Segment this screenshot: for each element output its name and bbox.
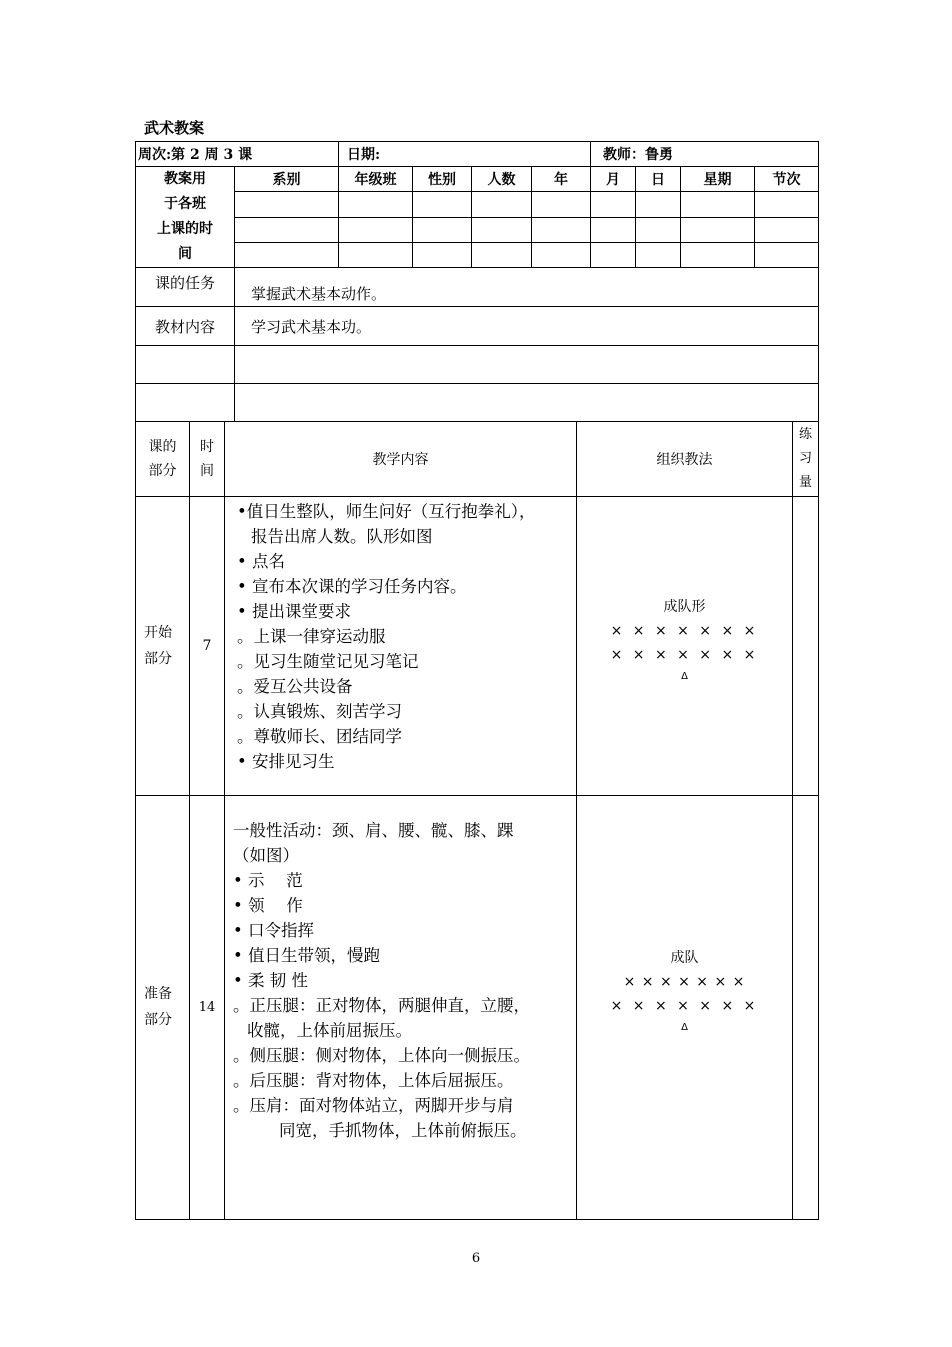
- part-column-header: 课的 部分: [136, 422, 190, 496]
- formation-row: × × × × × × ×: [610, 646, 759, 663]
- content-line: • 柔 韧 性: [233, 970, 308, 990]
- time-value: 7: [190, 496, 225, 795]
- blank-row: [136, 346, 819, 384]
- content-line: • 领 作: [233, 895, 303, 915]
- formation-cell: [577, 496, 793, 795]
- content-line: • 值日生带领，慢跑: [233, 945, 380, 965]
- task-value: 掌握武术基本动作。: [235, 268, 819, 307]
- content-line: • 安排见习生: [237, 751, 335, 771]
- content-line: 。爱互公共设备: [237, 676, 353, 696]
- schedule-row-label: 教案用 于各班 上课的时 间: [136, 167, 235, 268]
- content-line: 。侧压腿：侧对物体，上体向一侧振压。: [233, 1045, 530, 1065]
- content-line: 。尊敬师长、团结同学: [237, 726, 402, 746]
- task-label: 课的任务: [136, 268, 235, 307]
- content-cell: [225, 496, 577, 795]
- content-line: 收髋，上体前屈振压。: [247, 1020, 412, 1040]
- lesson-table: [135, 422, 819, 1220]
- formation-cell: [577, 795, 793, 1219]
- amount-column-header: 练 习 量: [793, 422, 819, 496]
- content-cell: [225, 795, 577, 1219]
- teacher-triangle-icon: Δ: [681, 670, 688, 682]
- material-value: 学习武术基本功。: [235, 307, 819, 346]
- amount-cell: [793, 496, 819, 795]
- header-period: 节次: [755, 167, 819, 192]
- formation-row: × × × × × × ×: [623, 974, 746, 990]
- header-weekday: 星期: [681, 167, 755, 192]
- content-line: 。认真锻炼、刻苦学习: [237, 701, 402, 721]
- week-label: 周次:第 2 周 3 课: [136, 142, 339, 167]
- formation-row: × × × × × × ×: [610, 998, 759, 1014]
- schedule-row: [136, 217, 819, 242]
- content-line: • 示 范: [233, 870, 303, 890]
- content-line: •值日生整队，师生问好（互行抱拳礼），: [237, 501, 536, 521]
- schedule-table: [135, 141, 819, 422]
- content-line: 一般性活动：颈、肩、腰、髋、膝、踝: [233, 820, 514, 840]
- part-label: 准备 部分: [136, 795, 190, 1219]
- page-number: 6: [471, 1251, 481, 1266]
- section-start: [136, 496, 819, 795]
- content-line: 。后压腿：背对物体，上体后屈振压。: [233, 1070, 514, 1090]
- content-line: 报告出席人数。队形如图: [251, 526, 433, 546]
- time-value: 14: [190, 795, 225, 1219]
- part-label: 开始 部分: [136, 496, 190, 795]
- schedule-row: [136, 242, 819, 267]
- teacher-label: 教师：鲁勇: [591, 142, 819, 167]
- header-count: 人数: [472, 167, 532, 192]
- amount-cell: [793, 795, 819, 1219]
- teacher-triangle-icon: Δ: [681, 1022, 688, 1033]
- date-label: 日期:: [339, 142, 591, 167]
- method-column-header: 组织教法: [577, 422, 793, 496]
- content-line: • 点名: [237, 551, 285, 571]
- header-gender: 性别: [413, 167, 472, 192]
- blank-row: [136, 384, 819, 422]
- content-line: • 提出课堂要求: [237, 601, 351, 621]
- content-line: • 口令指挥: [233, 920, 314, 940]
- document-title: 武术教案: [144, 119, 205, 137]
- schedule-row: [136, 192, 819, 217]
- formation-title: 成队: [670, 950, 699, 966]
- header-grade-class: 年级班: [339, 167, 413, 192]
- lesson-plan-sheet: [135, 141, 818, 1220]
- content-line: 。压肩：面对物体站立，两脚开步与肩: [233, 1095, 514, 1115]
- header-department: 系别: [235, 167, 339, 192]
- content-line: • 宣布本次课的学习任务内容。: [237, 576, 467, 596]
- content-column-header: 教学内容: [225, 422, 577, 496]
- header-day: 日: [636, 167, 681, 192]
- content-line: 。正压腿：正对物体，两腿伸直，立腰，: [233, 995, 530, 1015]
- content-line: 。见习生随堂记见习笔记: [237, 651, 419, 671]
- formation-title: 成队形: [663, 598, 706, 615]
- header-year: 年: [532, 167, 591, 192]
- content-line: （如图）: [233, 845, 299, 865]
- header-month: 月: [591, 167, 636, 192]
- time-column-header: 时 间: [190, 422, 225, 496]
- content-line: 。上课一律穿运动服: [237, 626, 386, 646]
- section-prep: [136, 795, 819, 1219]
- formation-row: × × × × × × ×: [610, 622, 759, 639]
- material-label: 教材内容: [136, 307, 235, 346]
- content-line: 同宽，手抓物体，上体前俯振压。: [279, 1120, 527, 1140]
